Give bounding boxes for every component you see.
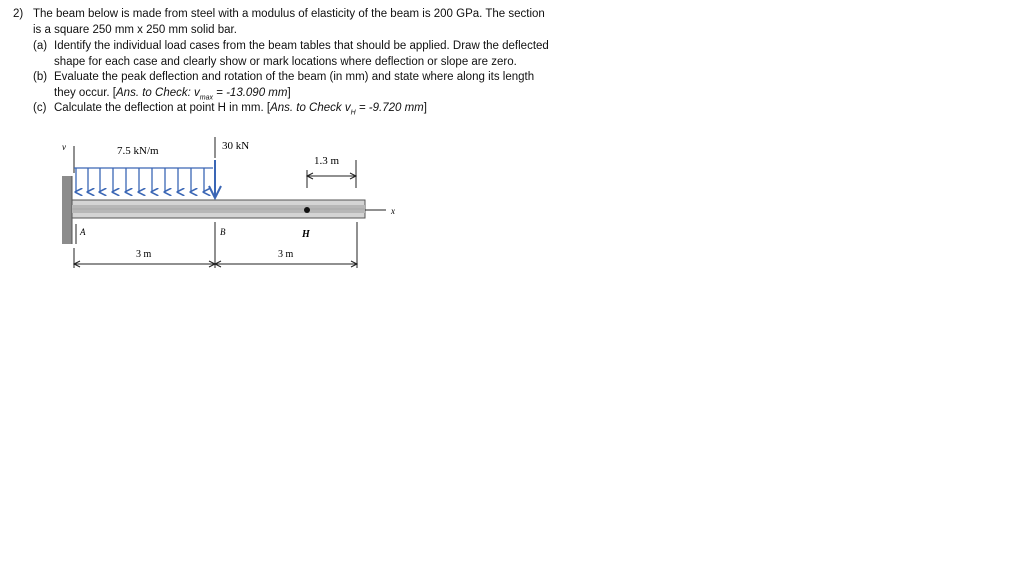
udl-label: 7.5 kN/m (117, 145, 159, 157)
part-b-answer-label: Ans. to Check: v (116, 87, 200, 99)
x-axis-label: x (391, 206, 395, 216)
span-2-label: 3 m (278, 249, 294, 260)
fixed-support-wall (62, 176, 72, 244)
part-b-pre: they occur. [ (54, 87, 117, 99)
part-b-answer-sub: max (199, 94, 213, 102)
span-1-label: 3 m (136, 249, 152, 260)
part-c-answer-label: Ans. to Check v (270, 102, 351, 114)
point-a-label: A (80, 227, 86, 237)
part-b-text-1: Evaluate the peak deflection and rotation of the beam (in mm) and state where along its length (54, 71, 535, 83)
udl-arrows (76, 168, 204, 192)
dimension-1-3m-label: 1.3 m (314, 155, 340, 167)
point-h-label: H (302, 229, 310, 240)
part-c-pre: Calculate the deflection at point H in mm. [ (54, 102, 271, 114)
intro-text-1: The beam below is made from steel with a modulus of elasticity of the beam is 200 GPa. The section (33, 8, 545, 20)
point-h-dot (304, 207, 310, 213)
intro-text-2: is a square 250 mm x 250 mm solid bar. (33, 24, 237, 36)
part-c-post: ] (423, 102, 427, 114)
part-c-answer-sub: H (350, 109, 356, 117)
part-c-answer-value: = -9.720 mm (355, 102, 424, 114)
part-c-label: (c) (33, 102, 47, 114)
part-a-text-2: shape for each case and clearly show or mark locations where deflection or slope are zero. (54, 56, 517, 68)
part-b-label: (b) (33, 71, 48, 83)
part-a-label: (a) (33, 40, 48, 52)
point-load-label: 30 kN (222, 140, 250, 152)
point-b-label: B (220, 227, 226, 237)
problem-number: 2) (13, 8, 24, 20)
part-b-answer-value: = -13.090 mm (212, 87, 288, 99)
part-b-post: ] (287, 87, 291, 99)
v-axis-label: v (62, 142, 66, 152)
part-a-text-1: Identify the individual load cases from the beam tables that should be applied. Draw the deflected (54, 40, 549, 52)
